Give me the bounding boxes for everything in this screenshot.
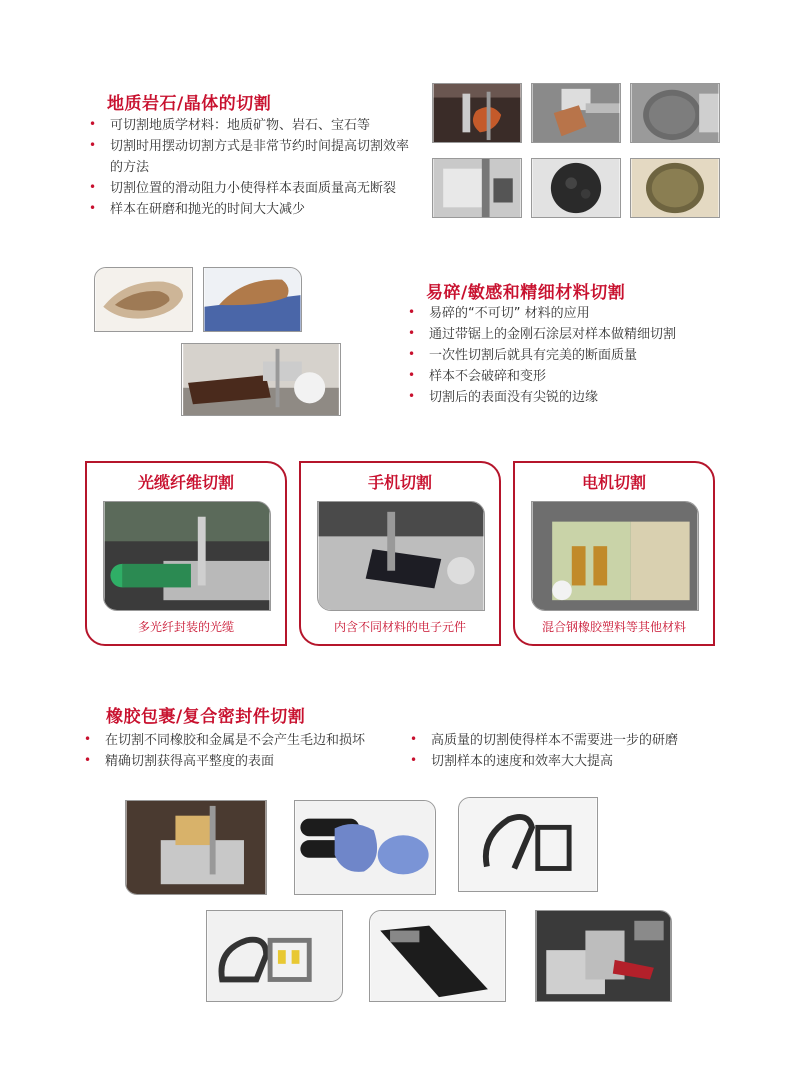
photo-saw-blade — [432, 158, 522, 218]
list-item: • 样本不会破碎和变形 — [405, 366, 735, 387]
photo-speckled-sample — [630, 158, 720, 218]
photo-cut-shell-blue — [203, 267, 302, 332]
card-title: 电机切割 — [581, 473, 646, 492]
photo-rock-saw — [432, 83, 522, 143]
photo-mobile-phone — [317, 501, 485, 611]
card-title: 光缆纤维切割 — [137, 473, 234, 492]
card-fiber-cable — [85, 461, 287, 646]
card-caption: 混合钢橡胶塑料等其他材料 — [541, 620, 686, 634]
rubber-bullets-left — [81, 730, 401, 772]
card-caption: 多光纤封装的光缆 — [137, 620, 234, 634]
photo-fiber-cable — [103, 501, 271, 611]
photo-seal-clamp-machine — [535, 910, 672, 1002]
rubber-bullets-right — [407, 730, 727, 772]
card-mobile-phone — [299, 461, 501, 646]
geology-bullets — [86, 115, 421, 220]
list-item: • 可切割地质学材料：地质矿物、岩石、宝石等 — [86, 115, 421, 136]
photo-black-extrusion — [369, 910, 506, 1002]
photo-rock-slice — [630, 83, 720, 143]
photo-nautilus-shell — [94, 267, 193, 332]
section-title-rubber: 橡胶包裹/复合密封件切割 — [106, 707, 306, 727]
list-item: • 高质量的切割使得样本不需要进一步的研磨 — [407, 730, 727, 751]
list-item: • 精确切割获得高平整度的表面 — [81, 751, 401, 772]
photo-rock-clamp — [531, 83, 621, 143]
list-item: • 切割样本的速度和效率大大提高 — [407, 751, 727, 772]
card-caption: 内含不同材料的电子元件 — [333, 620, 466, 634]
photo-rubber-seal-profile — [458, 797, 598, 892]
section-title-geology: 地质岩石/晶体的切割 — [107, 94, 272, 114]
list-item: • 样本在研磨和抛光的时间大大减少 — [86, 199, 421, 220]
list-item: • 在切割不同橡胶和金属是不会产生毛边和损坏 — [81, 730, 401, 751]
photo-seal-cutting-machine — [125, 800, 267, 895]
list-item: • 切割位置的滑动阻力小使得样本表面质量高无断裂 — [86, 178, 421, 199]
photo-motor — [531, 501, 699, 611]
card-title: 手机切割 — [367, 473, 432, 492]
card-motor — [513, 461, 715, 646]
photo-rubber-profiles-blue — [294, 800, 436, 895]
list-item: • 一次性切割后就具有完美的断面质量 — [405, 345, 735, 366]
list-item: • 通过带锯上的金刚石涂层对样本做精细切割 — [405, 324, 735, 345]
list-item: • 易碎的“不可切” 材料的应用 — [405, 303, 735, 324]
list-item: • 切割时用摆动切割方式是非常节约时间提高切割效率的方法 — [86, 136, 421, 178]
photo-dark-sample — [531, 158, 621, 218]
fragile-bullets — [405, 303, 735, 408]
photo-seal-profile-yellow — [206, 910, 343, 1002]
list-item: • 切割后的表面没有尖锐的边缘 — [405, 387, 735, 408]
section-title-fragile: 易碎/敏感和精细材料切割 — [426, 283, 626, 303]
photo-glass-bottle-cut — [181, 343, 341, 416]
